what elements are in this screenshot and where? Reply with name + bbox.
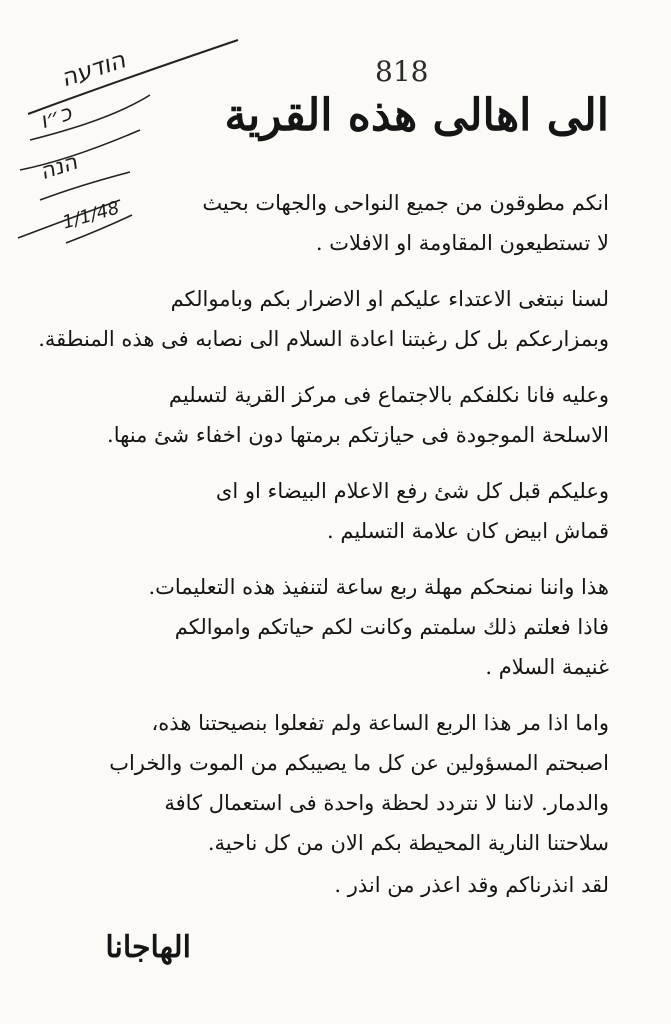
margin-note-1: הודעה xyxy=(57,45,129,93)
text-line-7: وعليكم قبل كل شئ رفع الاعلام البيضاء او اى xyxy=(215,479,609,503)
text-line-14: والدمار. لاننا لا نتردد لحظة واحدة فى استعمال كافة xyxy=(164,791,609,815)
margin-note-date: 1/1/48 xyxy=(60,197,122,234)
signature: الهاجانا xyxy=(105,930,191,965)
archive-number: 818 xyxy=(375,55,429,88)
margin-note-3: הנה xyxy=(37,149,81,186)
text-line-3: لسنا نبتغى الاعتداء عليكم او الاضرار بكم وباموالكم xyxy=(170,287,609,311)
text-line-1: انكم مطوقون من جميع النواحى والجهات بحيث xyxy=(202,191,609,215)
text-line-15: سلاحتنا النارية المحيطة بكم الان من كل ناحية. xyxy=(207,831,609,855)
text-line-6: الاسلحة الموجودة فى حيازتكم برمتها دون اخفاء شئ منها. xyxy=(107,423,609,447)
text-line-9: هذا واننا نمنحكم مهلة ربع ساعة لتنفيذ هذه التعليمات. xyxy=(148,575,609,599)
text-line-12: واما اذا مر هذا الربع الساعة ولم تفعلوا بنصيحتنا هذه، xyxy=(151,711,609,735)
text-line-16: لقد انذرناكم وقد اعذر من انذر . xyxy=(334,873,609,897)
page-title: الى اهالى هذه القرية xyxy=(224,90,609,141)
text-line-10: فاذا فعلتم ذلك سلمتم وكانت لكم حياتكم واموالكم xyxy=(174,615,609,639)
text-line-2: لا تستطيعون المقاومة او الافلات . xyxy=(315,231,609,255)
text-line-8: قماش ابيض كان علامة التسليم . xyxy=(327,519,609,543)
text-line-5: وعليه فانا نكلفكم بالاجتماع فى مركز القرية لتسليم xyxy=(168,383,609,407)
margin-note-2: כ״ו xyxy=(36,100,75,135)
text-line-4: وبمزارعكم بل كل رغبتنا اعادة السلام الى نصابه فى هذه المنطقة. xyxy=(38,327,609,351)
text-line-11: غنيمة السلام . xyxy=(485,655,609,679)
text-line-13: اصبحتم المسؤولين عن كل ما يصيبكم من الموت والخراب xyxy=(109,751,609,775)
